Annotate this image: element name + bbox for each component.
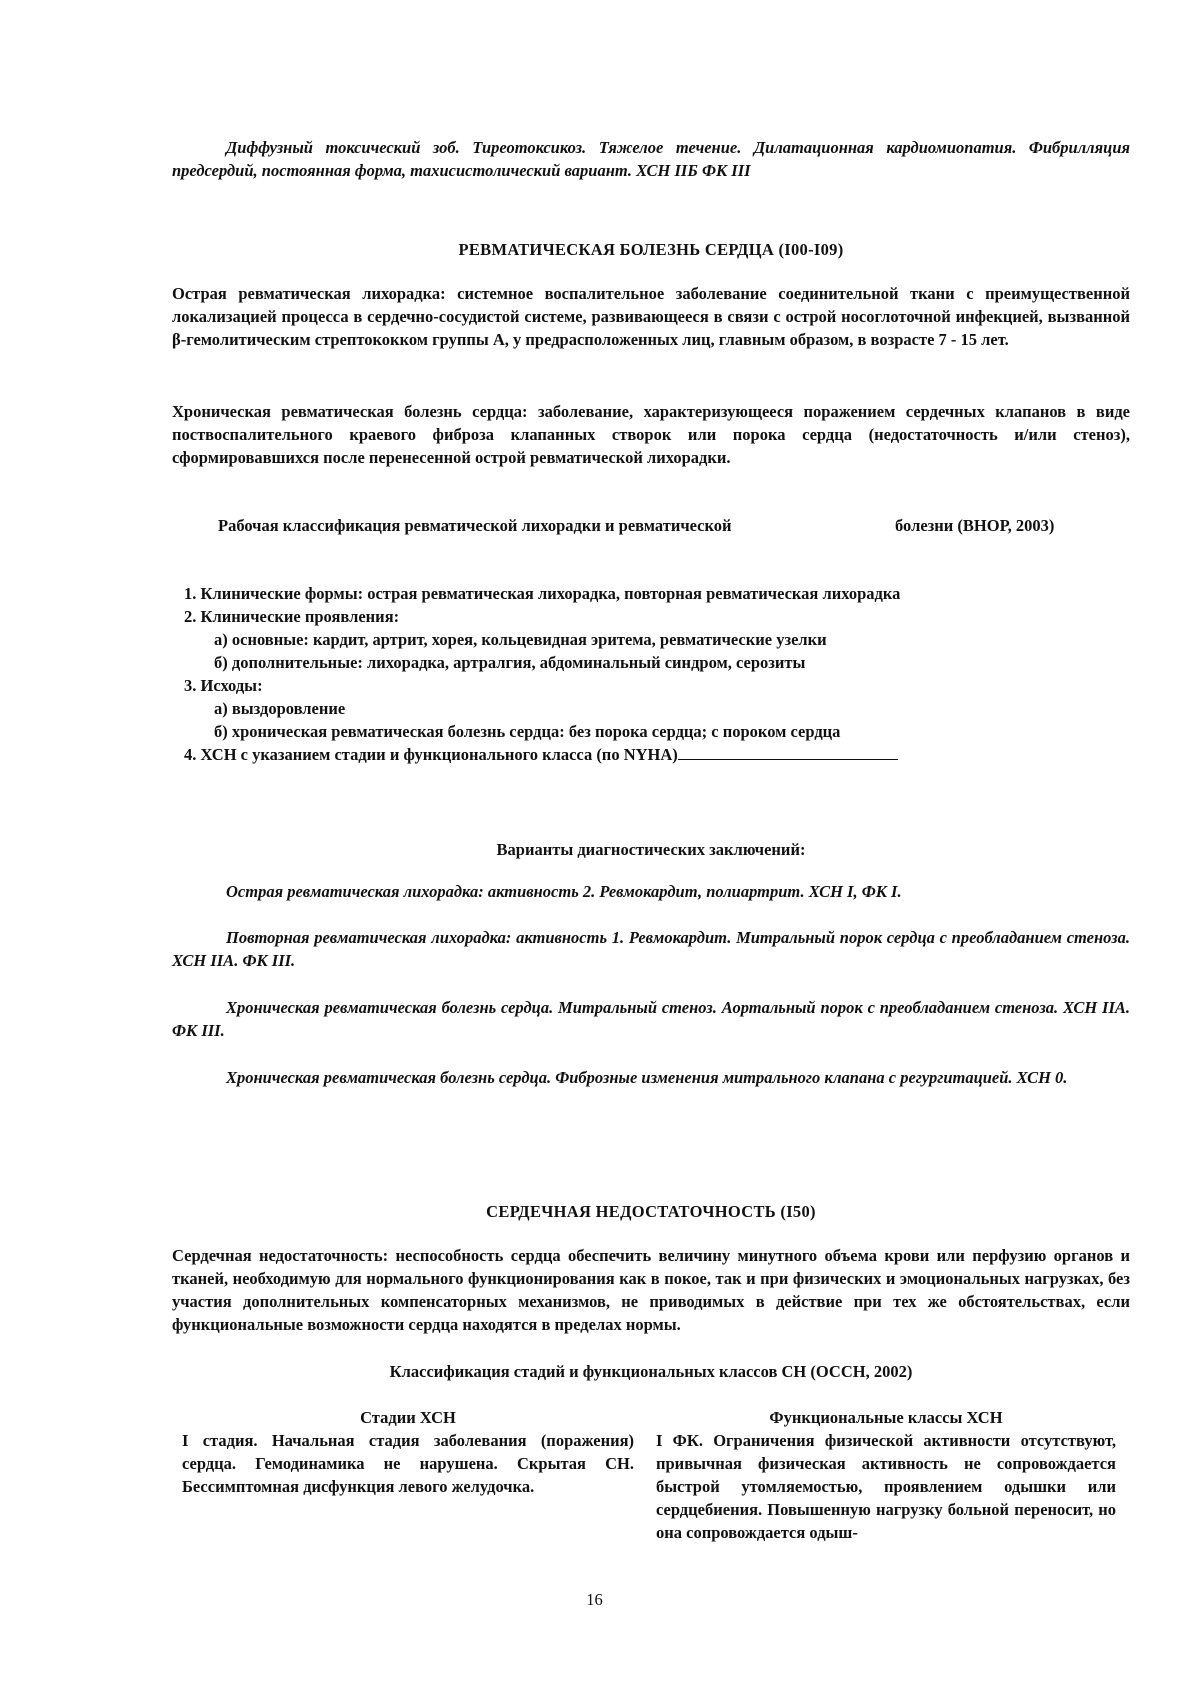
chronic-rheumatic-disease-definition: Хроническая ревматическая болезнь сердца: заболевание, характеризующееся поражением сердечных клапанов в виде поствоспалительного краевого фиброза клапанных створок или порока сердца (недостаточность и/или стеноз), сформировавшихся после перенесенной острой ревматической лихорадки. [172, 402, 1130, 467]
heart-failure-classification-title: Классификация стадий и функциональных классов СН (ОССН, 2002) [389, 1362, 913, 1381]
intro-diagnosis: Диффузный токсический зоб. Тиреотоксикоз. Тяжелое течение. Дилатационная кардиомиопатия. Фибрилляция предсердий, постоянная форма, тахисистолический вариант. ХСН IIБ ФК III [172, 138, 1130, 180]
list-subitem: а) выздоровление [214, 699, 346, 718]
page-number: 16 [586, 1590, 603, 1609]
functional-classes-column-text: I ФК. Ограничения физической активности отсутствуют, привычная физическая активность не сопровождается быстрой утомляемостью, проявлением одышки или сердцебиения. Повышенную нагрузку больной переносит, но она сопровождается одыш- [656, 1431, 1116, 1542]
list-item: 1. Клинические формы: острая ревматическая лихорадка, повторная ревматическая лихорадка [184, 584, 901, 603]
fill-in-blank-line [678, 743, 898, 760]
list-item-text: 4. ХСН с указанием стадии и функционального класса (по NYHA) [184, 745, 678, 764]
acute-rheumatic-fever-definition: Острая ревматическая лихорадка: системное воспалительное заболевание соединительной ткани с преимущественной локализацией процесса в сердечно-сосудистой системе, развивающееся в связи с острой носоглоточной инфекцией, вызванной β-гемолитическим стрептококком группы А, у предрасположенных лиц, главным образом, в возрасте 7 - 15 лет. [172, 284, 1130, 349]
stages-column [182, 1406, 634, 1498]
classification-list [184, 582, 1084, 766]
heart-failure-definition: Сердечная недостаточность: неспособность сердца обеспечить величину минутного объема крови или перфузию органов и тканей, необходимую для нормального функционирования как в покое, так и при физических и эмоциональных нагрузках, без участия дополнительных компенсаторных механизмов, не приводимых в действие при тех же обстоятельствах, если функциональные возможности сердца находятся в пределах нормы. [172, 1246, 1130, 1334]
list-subitem: а) основные: кардит, артрит, хорея, кольцевидная эритема, ревматические узелки [214, 630, 827, 649]
stages-column-heading: Стадии ХСН [360, 1408, 456, 1427]
stages-column-text: I стадия. Начальная стадия заболевания (поражения) сердца. Гемодинамика не нарушена. Скрытая СН. Бессимптомная дисфункция левого желудочка. [182, 1431, 634, 1496]
list-item: 3. Исходы: [184, 676, 263, 695]
list-item [184, 743, 1084, 766]
diagnosis-variant-1: Острая ревматическая лихорадка: активность 2. Ревмокардит, полиартрит. ХСН I, ФК I. [226, 882, 902, 901]
diagnosis-variant-3: Хроническая ревматическая болезнь сердца. Митральный стеноз. Аортальный порок с преобладанием стеноза. ХСН IIA. ФК III. [172, 998, 1130, 1040]
heart-failure-section-title: СЕРДЕЧНАЯ НЕДОСТАТОЧНОСТЬ (I50) [486, 1202, 816, 1221]
variants-title: Варианты диагностических заключений: [496, 840, 806, 859]
classification-title-part-b: болезни (ВНОР, 2003) [895, 516, 1055, 535]
diagnosis-variant-2: Повторная ревматическая лихорадка: активность 1. Ревмокардит. Митральный порок сердца с преобладанием стеноза. ХСН IIA. ФК III. [172, 928, 1130, 970]
list-subitem: б) хроническая ревматическая болезнь сердца: без порока сердца; с пороком сердца [214, 722, 841, 741]
rheumatic-section-title: РЕВМАТИЧЕСКАЯ БОЛЕЗНЬ СЕРДЦА (I00-I09) [458, 240, 844, 259]
functional-classes-column-heading: Функциональные классы ХСН [769, 1408, 1003, 1427]
classification-title-part-a: Рабочая классификация ревматической лихорадки и ревматической [218, 516, 732, 535]
functional-classes-column [656, 1406, 1116, 1544]
list-item: 2. Клинические проявления: [184, 607, 400, 626]
list-subitem: б) дополнительные: лихорадка, артралгия, абдоминальный синдром, серозиты [214, 653, 806, 672]
diagnosis-variant-4: Хроническая ревматическая болезнь сердца. Фиброзные изменения митрального клапана с регургитацией. ХСН 0. [226, 1068, 1068, 1087]
